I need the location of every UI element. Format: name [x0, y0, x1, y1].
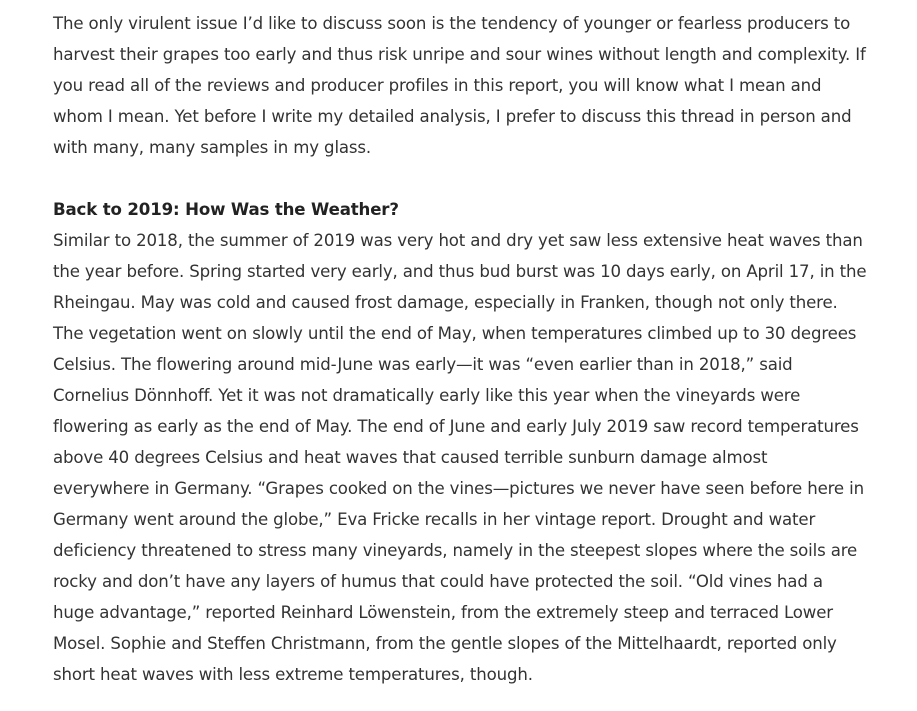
- weather-paragraph: Similar to 2018, the summer of 2019 was very hot and dry yet saw less extensive heat waves than the year before. Spring started very early, and thus bud burst was 10 days early, on April 17, in the Rheingau. May was cold and caused frost damage, especially in Franken, though not only there. The vegetation went on slowly until the end of May, when temperatures climbed up to 30 degrees Celsius. The flowering around mid-June was early—it was “even earlier than in 2018,” said Cornelius Dönnhoff. Yet it was not dramatically early like this year when the vineyards were flowering as early as the end of May. The end of June and early July 2019 saw record temperatures above 40 degrees Celsius and heat waves that caused terrible sunburn damage almost everywhere in Germany. “Grapes cooked on the vines—pictures we never have seen before here in Germany went around the globe,” Eva Fricke recalls in her vintage report. Drought and water deficiency threatened to stress many vineyards, namely in the steepest slopes where the soils are rocky and don’t have any layers of humus that could have protected the soil. “Old vines had a huge advantage,” reported Reinhard Löwenstein, from the extremely steep and terraced Lower Mosel. Sophie and Steffen Christmann, from the gentle slopes of the Mittelhaardt, reported only short heat waves with less extreme temperatures, though.: [53, 231, 867, 684]
- intro-paragraph: The only virulent issue I’d like to discuss soon is the tendency of younger or fearless producers to harvest their grapes too early and thus risk unripe and sour wines without length and complexity. If you read all of the reviews and producer profiles in this report, you will know what I mean and whom I mean. Yet before I write my detailed analysis, I prefer to discuss this thread in person and with many, many samples in my glass.: [53, 14, 866, 157]
- article-body: [53, 8, 868, 690]
- section-heading: Back to 2019: How Was the Weather?: [53, 200, 399, 219]
